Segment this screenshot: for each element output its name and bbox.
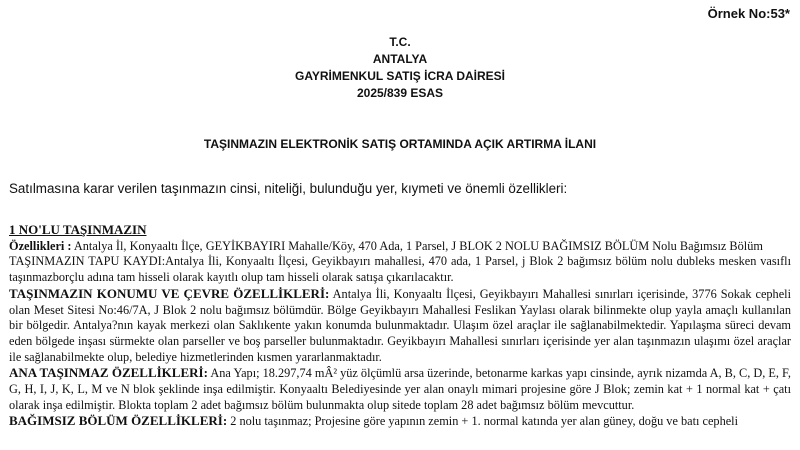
header-line-office: GAYRİMENKUL SATIŞ İCRA DAİRESİ — [294, 69, 506, 83]
location-paragraph — [9, 286, 791, 366]
section-title: 1 NO'LU TAŞINMAZIN — [9, 222, 147, 237]
main-property-label: ANA TAŞINMAZ ÖZELLİKLERİ: — [9, 365, 208, 381]
intro-text: Satılmasına karar verilen taşınmazın cinsi, niteliği, bulunduğu yer, kıymeti ve önemli özellikleri: — [9, 181, 568, 196]
main-property-text: Ana Yapı; 18.297,74 mÂ² yüz ölçümlü arsa üzerinde, betonarme karkas yapı cinsinde, ayrık nizamda A, B, C, D, E, F, G, H, I, J, K, L, M ve N blok şeklinde inşa edilmiştir. Konyaaltı Belediyesinde yer alan onaylı mimari projesine göre J Blok; zemin kat + 1 normal kat + çatı olarak inşa edilmiştir. Blokta toplam 2 adet bağımsız bölüm bulunmakta olup sitede toplam 28 adet bağımsız bölüm mevcuttur. — [9, 366, 791, 412]
announcement-title: TAŞINMAZIN ELEKTRONİK SATIŞ ORTAMINDA AÇIK ARTIRMA İLANI — [203, 137, 597, 151]
location-text: Antalya İli, Konyaaltı İlçesi, Geyikbayırı Mahallesi sınırları içerisinde, 3776 Sokak cepheli olan Meset Sitesi No:46/7A, J Blok 2 nolu bağımsız bölümdür. Bölge Geyikbayırı Mahallesi Feslikan Yaylası olarak bilinmekte olup yayla amaçlı kullanılan bir bölgedir. Antalya?nın kayak merkezi olan Saklıkente yakın konumda bulunmaktadır. Ulaşım özel araçlar ile sağlanabilmektedir. Yapılaşma süreci devam eden bölgede inşası sürmekte olan parseller ve boş parseller bulunmaktadır. Geyikbayırı Mahallesi sınırları içerisinde yer alan taşınmazın ulaşımı özel araçlar ile sağlanabilmekte olup, belediye hizmetlerinden kısmen yararlanmaktadır. — [9, 286, 791, 364]
features-text: Antalya İl, Konyaaltı İlçe, GEYİKBAYIRI Mahalle/Köy, 470 Ada, 1 Parsel, J BLOK 2 NOLU BAĞIMSIZ BÖLÜM Nolu Bağımsız Bölüm — [73, 238, 763, 253]
location-label: TAŞINMAZIN KONUMU VE ÇEVRE ÖZELLİKLERİ: — [9, 285, 330, 301]
section-title-wrap — [9, 222, 791, 239]
sample-number: Örnek No:53* — [707, 6, 790, 21]
document-header — [0, 34, 800, 102]
property-section — [9, 222, 791, 430]
independent-unit-paragraph — [9, 413, 791, 430]
features-label: Özellikleri : — [9, 238, 72, 253]
header-line-city: ANTALYA — [372, 52, 428, 66]
independent-unit-label: BAĞIMSIZ BÖLÜM ÖZELLİKLERİ: — [9, 413, 228, 429]
independent-unit-text: 2 nolu taşınmaz; Projesine göre yapının zemin + 1. normal katında yer alan güney, doğu ve batı cepheli — [230, 414, 739, 429]
main-property-paragraph — [9, 365, 791, 413]
title-deed-text: TAŞINMAZIN TAPU KAYDI:Antalya İli, Konyaaltı İlçesi, Geyikbayırı mahallesi, 470 ada, 1 Parsel, j Blok 2 bağımsız bölüm nolu dubleks mesken vasıflı taşınmazborçlu adına tam hisseli olarak kayıtlı olup tam hisseli olarak satışa çıkarılacaktır. — [9, 254, 791, 285]
header-line-tc: T.C. — [389, 35, 411, 49]
features-paragraph — [9, 239, 791, 286]
header-line-case-number: 2025/839 ESAS — [356, 86, 444, 100]
